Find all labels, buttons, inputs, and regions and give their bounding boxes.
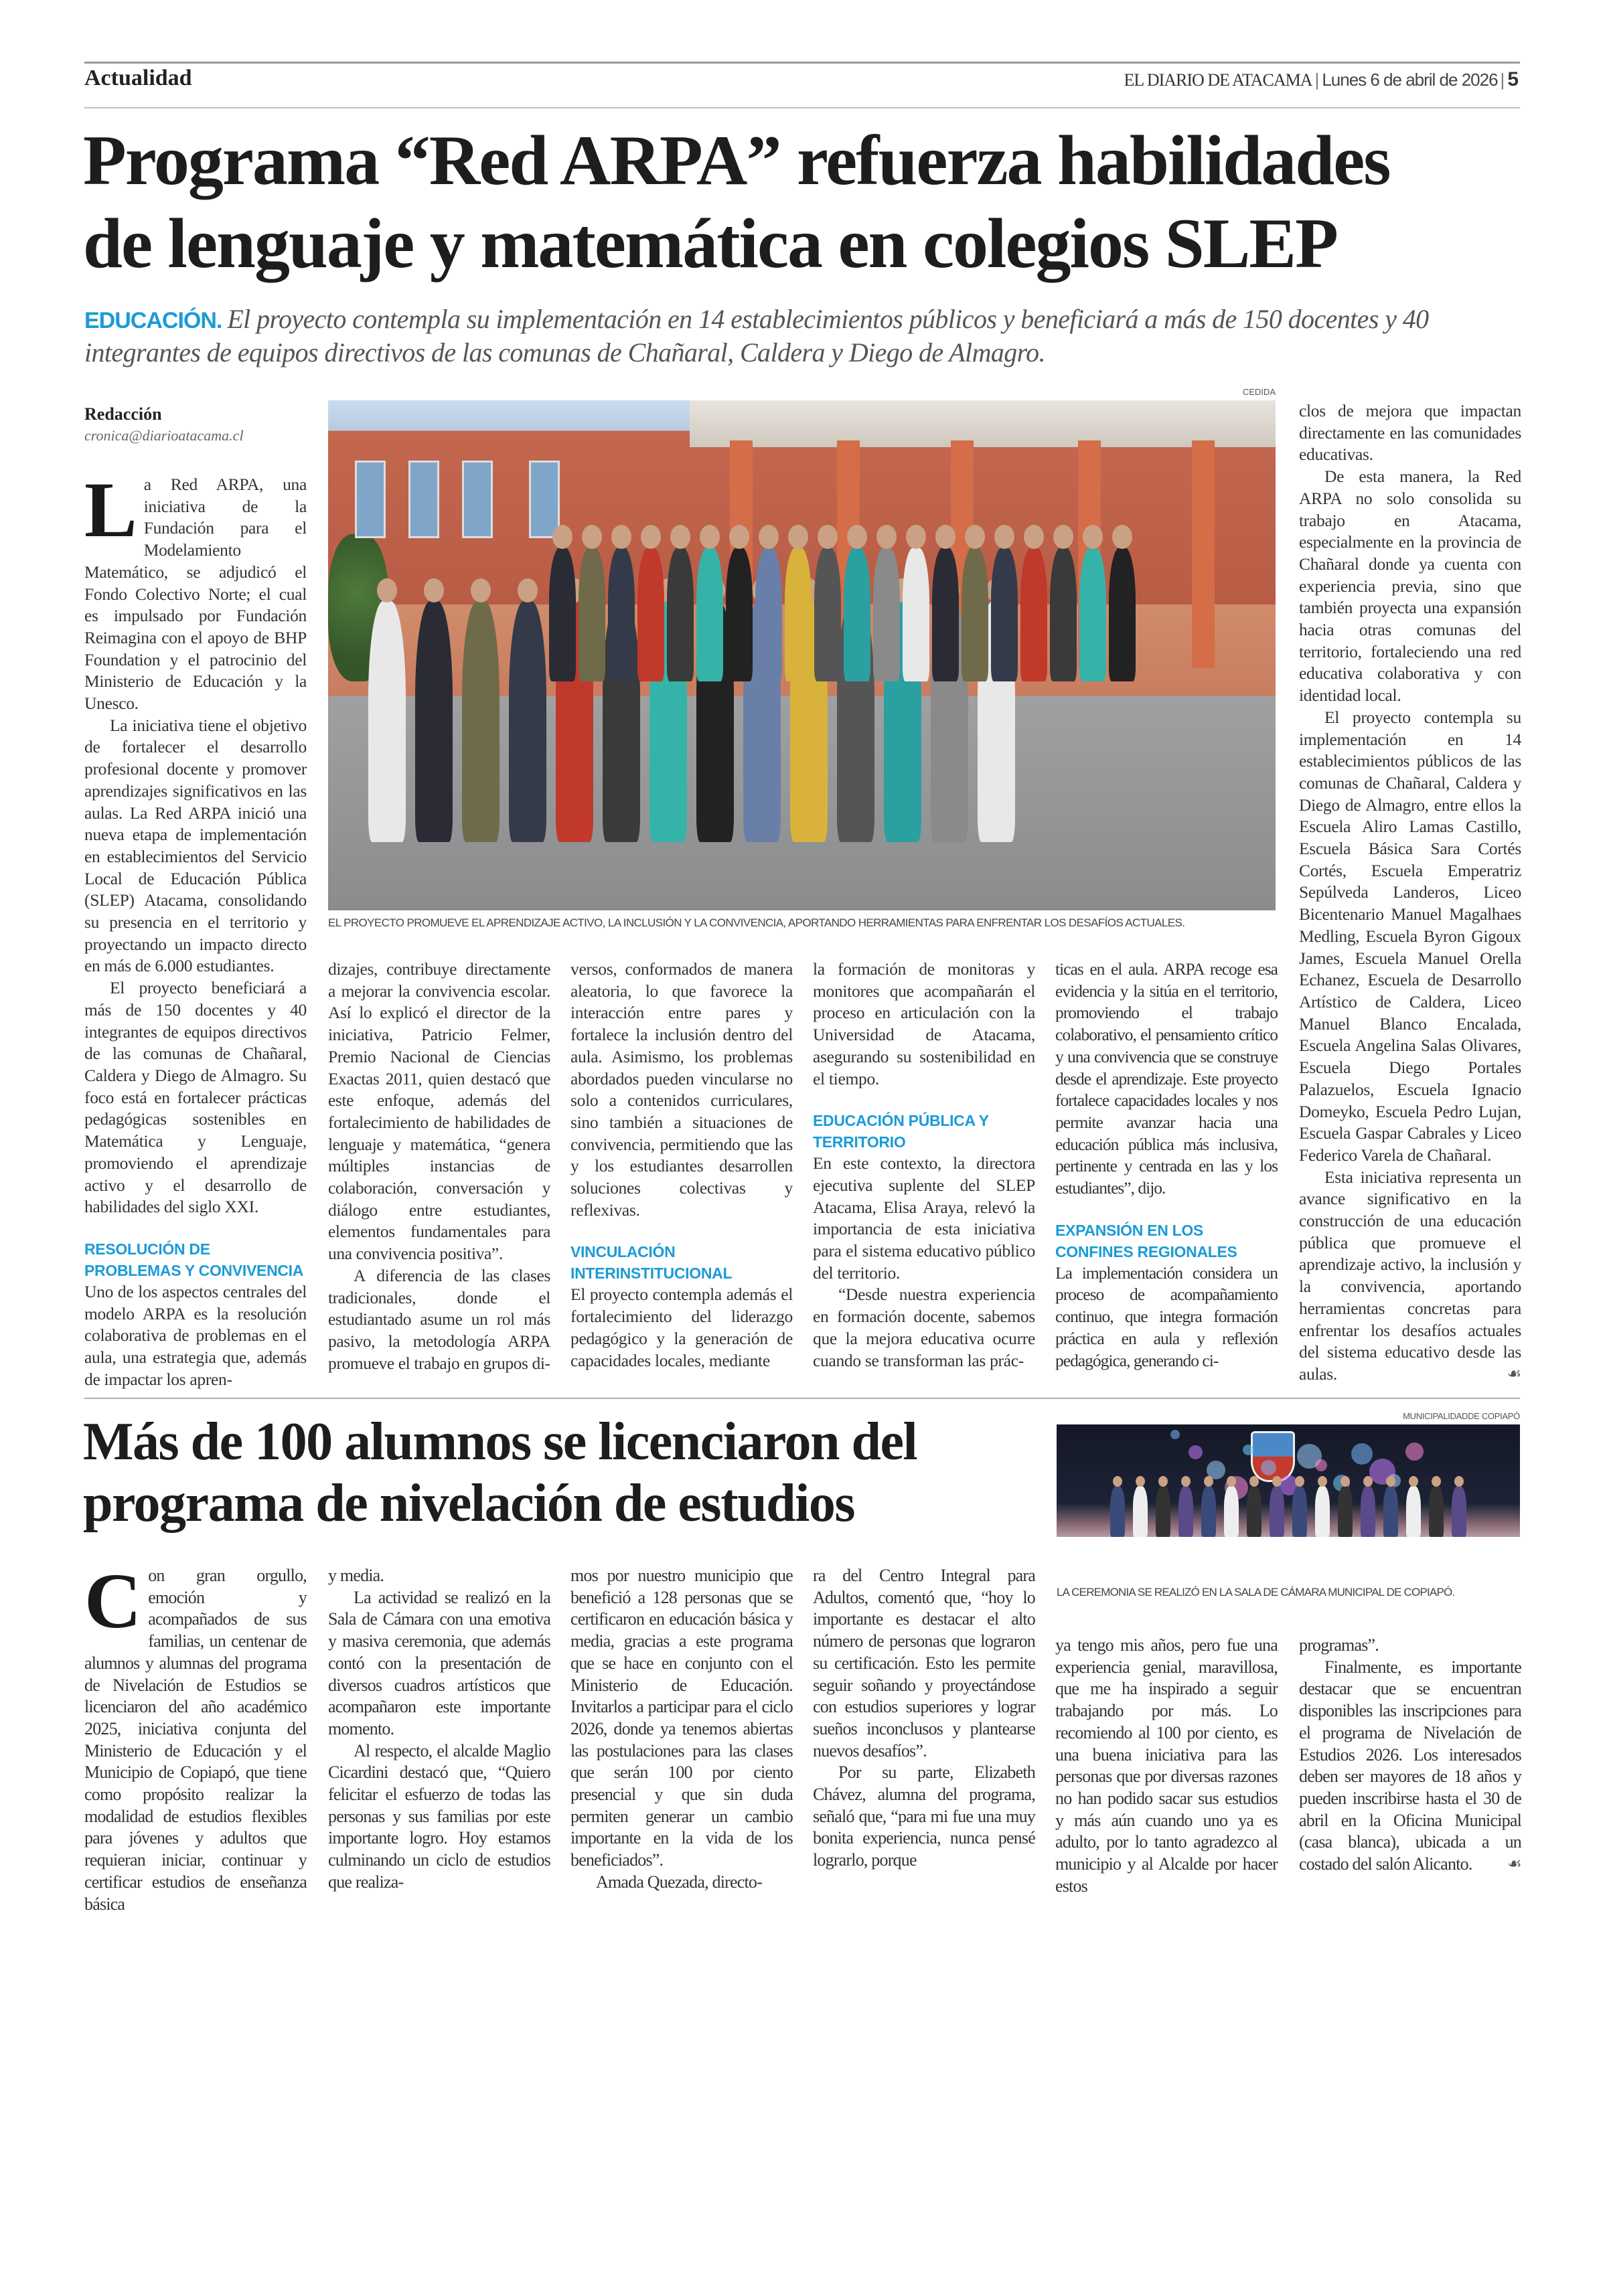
article-column	[84, 466, 307, 1390]
headline-line: programa de nivelación de estudios	[83, 1474, 855, 1533]
person-figure	[549, 548, 576, 681]
lead-paragraph	[84, 466, 307, 715]
subheading: EXPANSIÓN EN LOS CONFINES REGIONALES	[1055, 1221, 1237, 1260]
person-figure	[579, 548, 605, 681]
person-figure	[1109, 548, 1136, 681]
header-rule	[84, 107, 1520, 108]
person-figure	[844, 548, 870, 681]
person-figure	[696, 548, 723, 681]
person-head	[818, 525, 838, 549]
paragraph	[1299, 400, 1521, 466]
paragraph-text: ra del Centro Integral para Adultos, comentó que, “hoy lo importante es destacar el alto número de personas que lograron su certificación. Esto les permite seguir soñando y proyectándose con estudios superiores y lograr sueños inconclusos y plantearse nuevos desafíos”.	[813, 1566, 1035, 1760]
byline-author: Redacción	[84, 404, 162, 424]
paragraph-text: la formación de monitoras y monitores que acompañarán el proceso en articulación con la Universidad de Atacama, asegurando su sostenibilidad en el tiempo.	[813, 959, 1035, 1088]
article-divider	[84, 1398, 1520, 1399]
photo-window	[529, 461, 560, 538]
paragraph	[1055, 1635, 1278, 1897]
graduate-figure	[1270, 1486, 1284, 1537]
person-figure	[1050, 548, 1077, 681]
paragraph	[84, 715, 307, 977]
paragraph-text: clos de mejora que impactan directamente en las comunidades educativas.	[1299, 401, 1521, 465]
person-figure	[415, 601, 453, 842]
person-head	[729, 525, 749, 549]
paragraph-text: La implementación considera un proceso de acompañamiento continuo, que integra formación práctica en aula y reflexión pedagógica, generando ci-	[1055, 1262, 1278, 1370]
graduate-figure	[1178, 1486, 1193, 1537]
paragraph-text: Amada Quezada, directo-	[596, 1872, 762, 1892]
article-column	[1299, 1635, 1521, 1876]
person-head	[1024, 525, 1044, 549]
paragraph-text: “Desde nuestra experiencia en formación docente, sabemos que la mejora educativa ocurre cuando se transforman las prác-	[813, 1285, 1035, 1370]
paragraph-text: En este contexto, la directora ejecutiva suplente del SLEP Atacama, Elisa Araya, relevó la importancia de esta iniciativa para el sistema educativo público del territorio.	[813, 1153, 1035, 1283]
paragraph	[813, 1284, 1035, 1372]
bokeh-light	[1315, 1459, 1327, 1471]
article1-deck	[84, 303, 1511, 370]
paragraph-text: Al respecto, el alcalde Maglio Cicardini destacó que, “Quiero felicitar el esfuerzo de todas las personas y sus familias por este importante logro. Hoy estamos culminando un ciclo de estudios que realiza-	[328, 1740, 550, 1892]
graduate-figure	[1361, 1486, 1375, 1537]
photo-caption: LA CEREMONIA SE REALIZÓ EN LA SALA DE CÁMARA MUNICIPAL DE COPIAPÓ.	[1057, 1586, 1455, 1598]
byline-email[interactable]: cronica@diarioatacama.cl	[84, 427, 244, 444]
paragraph-text: Finalmente, es importante destacar que se encuentran disponibles las inscripciones para el programa de Nivelación de Estudios 2026. Los interesados deben ser mayores de 18 años y pueden inscribirse hasta el 30 de abril en la Oficina Municipal (casa blanca), ubicada a un costado del salón Alicanto.	[1299, 1657, 1521, 1874]
paragraph-text: A diferencia de las clases tradicionales, donde el estudiantado asume un rol más pasivo, la metodología ARPA promueve el trabajo en grupos di-	[328, 1265, 550, 1373]
graduate-figure	[1247, 1486, 1261, 1537]
paragraph	[813, 959, 1035, 1090]
person-head	[1053, 525, 1073, 549]
bokeh-light	[1243, 1445, 1253, 1455]
person-head	[906, 525, 926, 549]
person-figure	[509, 601, 546, 842]
group-photo	[328, 400, 1276, 910]
paragraph-text: La iniciativa tiene el objetivo de fortalecer el desarrollo profesional docente y promover aprendizajes significativos en las aulas. La Red ARPA inició una nueva etapa de implementación en establecimientos del Servicio Local de Educación Pública (SLEP) Atacama, consolidando su presencia en el territorio y proyectando un impacto directo en más de 6.000 estudiantes.	[84, 715, 307, 976]
paragraph-text: ya tengo mis años, pero fue una experiencia genial, maravillosa, que me ha inspirado a seguir trabajando por más. Lo recomiendo al 100 por ciento, es una buena iniciativa para las personas que por diversas razones no han podido sacar sus estudios y más aún cuando uno ya es adulto, por lo tanto agradezco al municipio y al Alcalde por hacer estos	[1055, 1635, 1278, 1896]
lead-paragraph	[84, 1557, 307, 1915]
paragraph-text: Por su parte, Elizabeth Chávez, alumna del programa, señaló que, “para mi fue una muy bonita experiencia, nunca pensé lograrlo, porque	[813, 1762, 1035, 1870]
paragraph	[813, 1565, 1035, 1762]
page-number: 5	[1507, 68, 1519, 90]
paragraph-text: ticas en el aula. ARPA recoge esa evidencia y la sitúa en el territorio, promoviendo el trabajo colaborativo, el pensamiento crítico y una convivencia que se construye desde el aprendizaje. Este proyecto fortalece capacidades locales y nos permite avanzar hacia una educación pública más inclusiva, pertinente y centrada en las y los estudiantes”, dijo.	[1055, 959, 1278, 1198]
person-figure	[873, 548, 900, 681]
paragraph	[328, 1740, 550, 1894]
paragraph-text: dizajes, contribuye directamente a mejorar la convivencia escolar. Así lo explicó el director de la iniciativa, Patricio Felmer, Premio Nacional de Ciencias Exactas 2011, quien destacó que este enfoque, además del fortalecimiento de habilidades de lenguaje y matemática, “genera múltiples instancias de colaboración, conversación y diálogo entre estudiantes, elementos fundamentales para una convivencia positiva”.	[328, 959, 550, 1264]
municipal-shield-icon	[1251, 1431, 1295, 1482]
paragraph-text: El proyecto beneficiará a más de 150 docentes y 40 integrantes de equipos directivos de las comunas de Chañaral, Caldera y Diego de Almagro. Su foco está en fortalecer prácticas pedagógicas sostenibles en Matemática y Lenguaje, promoviendo el aprendizaje activo y el desarrollo de habilidades del siglo XXI.	[84, 978, 307, 1217]
photo-window	[355, 461, 386, 538]
photo-caption: EL PROYECTO PROMUEVE EL APRENDIZAJE ACTIVO, LA INCLUSIÓN Y LA CONVIVENCIA, APORTANDO HERRAMIENTAS PARA ENFRENTAR LOS DESAFÍOS ACTUALES.	[328, 916, 1185, 929]
person-head	[641, 525, 661, 549]
paragraph	[1299, 466, 1521, 707]
headline-line: Programa “Red ARPA” refuerza habilidades	[83, 121, 1390, 199]
article-column	[1055, 959, 1278, 1372]
article2-headline	[83, 1411, 917, 1534]
graduate-figure	[1110, 1486, 1125, 1537]
separator: |	[1500, 70, 1505, 90]
headline-line: Más de 100 alumnos se licenciaron del	[83, 1412, 917, 1471]
graduate-figure	[1406, 1486, 1421, 1537]
paragraph	[1299, 1657, 1521, 1876]
separator: |	[1314, 70, 1320, 90]
graduate-figure	[1429, 1486, 1444, 1537]
person-head	[847, 525, 867, 549]
person-figure	[462, 601, 500, 842]
person-head	[1083, 525, 1103, 549]
photo-window	[408, 461, 439, 538]
kicker: EDUCACIÓN.	[84, 308, 222, 333]
graduate-figure	[1201, 1486, 1216, 1537]
article1-headline	[83, 119, 1390, 285]
paragraph-text: a Red ARPA, una iniciativa de la Fundación para el Modelamiento Matemático, se adjudicó el Fondo Colectivo Norte; el cual es impulsado por Fundación Reimagina con el apoyo de BHP Foundation y el patrocinio del Ministerio de Educación y la Unesco.	[84, 475, 307, 714]
issue-date: Lunes 6 de abril de 2026	[1322, 70, 1498, 90]
paragraph-text: programas”.	[1299, 1635, 1379, 1655]
person-head	[788, 525, 808, 549]
person-head	[377, 578, 397, 602]
paragraph-text: De esta manera, la Red ARPA no solo consolida su trabajo en Atacama, especialmente en la provincia de Chañaral donde ya cuenta con experiencia previa, sino que también proyecta una expansión hacia otras comunas del territorio, fortaleciendo una red educativa colaborativa y con identidad local.	[1299, 467, 1521, 706]
paragraph	[328, 1265, 550, 1375]
person-head	[1112, 525, 1132, 549]
article-column	[328, 959, 550, 1374]
photo-credit: MUNICIPALIDADDE COPIAPÓ	[1403, 1411, 1520, 1421]
paragraph	[328, 1587, 550, 1740]
person-figure	[608, 548, 635, 681]
person-figure	[903, 548, 929, 681]
end-mark-icon: ☙	[1507, 1856, 1521, 1874]
drop-cap: L	[84, 466, 137, 554]
person-figure	[814, 548, 841, 681]
person-head	[965, 525, 985, 549]
graduate-figure	[1315, 1486, 1330, 1537]
paragraph	[570, 959, 793, 1221]
person-head	[759, 525, 779, 549]
person-figure	[785, 548, 812, 681]
graduate-figure	[1292, 1486, 1307, 1537]
paragraph-text: El proyecto contempla su implementación en 14 establecimientos públicos de las comunas de Chañaral, Caldera y Diego de Almagro, entre ellos la Escuela Aliro Lamas Castillo, Escuela Básica Sara Cortés Cortés, Escuela Emperatriz Sepúlveda Landeros, Liceo Bicentenario Manuel Magalhaes Medling, Escuela Byron Gigoux James, Escuela Manuel Orella Echanez, Escuela de Desarrollo Artístico de Caldera, Liceo Manuel Blanco Encalada, Escuela Angelina Salas Olivares, Escuela Diego Portales Palazuelos, Escuela Ignacio Domeyko, Escuela Pedro Lujan, Escuela Gaspar Cabrales y Liceo Federico Varela de Chañaral.	[1299, 707, 1521, 1165]
ceremony-photo	[1057, 1424, 1520, 1537]
paragraph	[328, 1565, 550, 1587]
person-head	[935, 525, 955, 549]
subheading: RESOLUCIÓN DE PROBLEMAS Y CONVIVENCIA	[84, 1240, 304, 1279]
headline-line: de lenguaje y matemática en colegios SLEP	[83, 204, 1337, 282]
article-column	[1299, 400, 1521, 1386]
photo-pillar	[1192, 440, 1215, 668]
paragraph-text: El proyecto contempla además el fortalecimiento del liderazgo pedagógico y la generación de capacidades locales, mediante	[570, 1285, 793, 1370]
paragraph	[570, 1284, 793, 1372]
paragraph-text: on gran orgullo, emoción y acompañados de sus familias, un centenar de alumnos y alumnas del programa de Nivelación de Estudios se licenciaron del año académico 2025, iniciativa conjunta del Ministerio de Educación y el Municipio de Copiapó, que tiene como propósito realizar la modalidad de estudios flexibles para jóvenes y adultos que requieran iniciar, continuar y certificar estudios de enseñanza básica	[84, 1566, 307, 1914]
person-head	[700, 525, 720, 549]
photo-credit: CEDIDA	[1242, 387, 1276, 397]
paragraph-text: Esta iniciativa representa un avance significativo en la construcción de una educación pública que promueve el aprendizaje activo, la inclusión y la convivencia, aportando herramientas concretas para enfrentar los desafíos actuales del sistema educativo desde las aulas.	[1299, 1167, 1521, 1384]
end-mark-icon: ☙	[1507, 1365, 1521, 1383]
paper-name: EL DIARIO DE ATACAMA	[1124, 70, 1312, 90]
paragraph-text: y media.	[328, 1566, 384, 1585]
article-column	[570, 1565, 793, 1894]
subheading: VINCULACIÓN INTERINSTITUCIONAL	[570, 1243, 733, 1283]
person-figure	[667, 548, 694, 681]
photo-window	[462, 461, 493, 538]
article-column	[813, 1565, 1035, 1872]
article-column	[84, 1557, 307, 1915]
person-head	[518, 578, 538, 602]
top-rule	[84, 62, 1520, 64]
photo-roof	[690, 400, 1276, 447]
paragraph	[813, 1153, 1035, 1284]
paragraph	[1299, 707, 1521, 1167]
person-head	[582, 525, 602, 549]
bokeh-light	[1405, 1443, 1424, 1461]
drop-cap: C	[84, 1557, 142, 1645]
person-figure	[755, 548, 782, 681]
person-head	[471, 578, 491, 602]
paragraph	[570, 1565, 793, 1872]
article-column	[813, 959, 1035, 1372]
person-figure	[932, 548, 959, 681]
paragraph	[570, 1872, 793, 1894]
paragraph	[1055, 1262, 1278, 1372]
graduate-figure	[1452, 1486, 1466, 1537]
paragraph	[1299, 1167, 1521, 1386]
bokeh-light	[1170, 1430, 1180, 1439]
paragraph	[84, 1281, 307, 1391]
person-figure	[962, 548, 988, 681]
graduate-figure	[1156, 1486, 1170, 1537]
person-head	[670, 525, 690, 549]
paragraph	[1055, 959, 1278, 1200]
person-head	[552, 525, 572, 549]
paragraph	[1299, 1635, 1521, 1657]
graduate-figure	[1133, 1486, 1148, 1537]
graduate-figure	[1383, 1486, 1398, 1537]
section-label: Actualidad	[84, 66, 192, 90]
person-figure	[726, 548, 753, 681]
person-figure	[1079, 548, 1106, 681]
person-head	[876, 525, 897, 549]
masthead	[1124, 68, 1519, 91]
person-figure	[991, 548, 1018, 681]
paragraph	[813, 1762, 1035, 1872]
person-head	[994, 525, 1014, 549]
person-figure	[637, 548, 664, 681]
graduate-figure	[1224, 1486, 1239, 1537]
subheading: EDUCACIÓN PÚBLICA Y TERRITORIO	[813, 1112, 989, 1151]
person-head	[424, 578, 444, 602]
article-column	[1055, 1635, 1278, 1897]
paragraph	[84, 977, 307, 1218]
paragraph-text: Uno de los aspectos centrales del modelo ARPA es la resolución colaborativa de problemas en el aula, una estrategia que, además de impactar los apren-	[84, 1281, 307, 1389]
paragraph	[328, 959, 550, 1265]
article-column	[328, 1565, 550, 1894]
deck-text: El proyecto contempla su implementación en 14 establecimientos públicos y beneficiará a más de 150 docentes y 40 integrantes de equipos directivos de las comunas de Chañaral, Caldera y Diego de Almagro.	[84, 304, 1429, 367]
person-head	[611, 525, 631, 549]
bokeh-light	[1189, 1445, 1203, 1459]
graduate-figure	[1338, 1486, 1353, 1537]
article-column	[570, 959, 793, 1372]
byline	[84, 404, 244, 444]
paragraph-text: La actividad se realizó en la Sala de Cámara con una emotiva y masiva ceremonia, que además contó con la presentación de diversos cuadros artísticos que acompañaron este importante momento.	[328, 1587, 550, 1738]
bokeh-light	[1351, 1443, 1373, 1465]
paragraph-text: versos, conformados de manera aleatoria, lo que favorece la interacción entre pares y fortalece la inclusión dentro del aula. Asimismo, los problemas abordados pueden vincularse no solo a contenidos curriculares, sino también a situaciones de convivencia, permitiendo que las y los estudiantes desarrollen soluciones colectivas y reflexivas.	[570, 959, 793, 1220]
person-figure	[1020, 548, 1047, 681]
person-figure	[368, 601, 406, 842]
bokeh-light	[1261, 1460, 1276, 1475]
paragraph-text: mos por nuestro municipio que benefició a 128 personas que se certificaron en educación básica y media, gracias a este programa que se hace en conjunto con el Ministerio de Educación. Invitarlos a participar para el ciclo 2026, donde ya tenemos abiertas las postulaciones para las clases que serán 100 por ciento presencial y que sin duda permiten generar un cambio importante en la vida de los beneficiados”.	[570, 1566, 793, 1870]
